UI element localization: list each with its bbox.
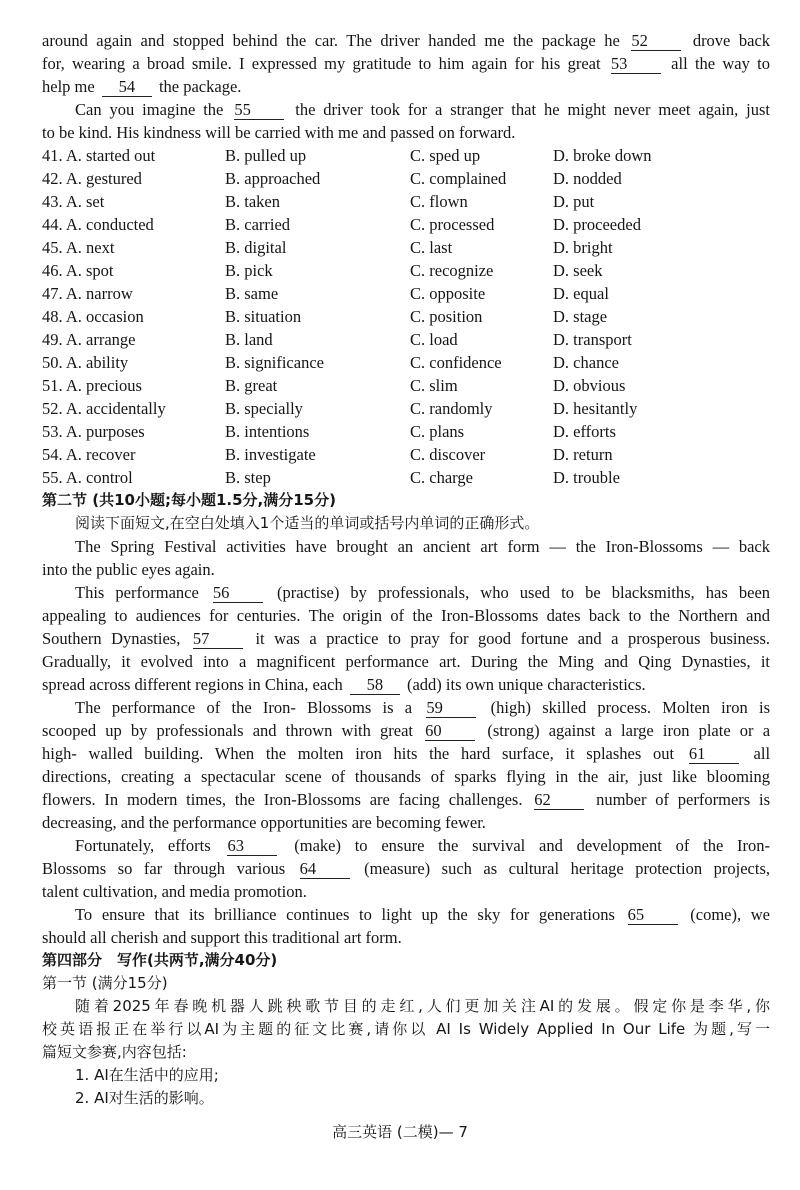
option-row — [42, 259, 770, 282]
text-line — [42, 788, 770, 811]
text-line — [42, 880, 770, 903]
option-choice: D. chance — [553, 353, 619, 372]
text-segment: around again and stopped behind the car. The driver handed me the package he — [42, 31, 620, 50]
answer-blank: 65 — [628, 906, 678, 925]
text-line — [42, 52, 770, 75]
answer-blank: 64 — [300, 860, 350, 879]
option-row — [42, 282, 770, 305]
text-segment: to be kind. His kindness will be carried with me and passed on forward. — [42, 123, 516, 142]
text-segment: appealing to audiences for centuries. The origin of the Iron-Blossoms dates back to the Northern and — [42, 606, 770, 625]
option-choice: 41. A. started out — [42, 146, 156, 165]
option-choice: C. recognize — [410, 261, 494, 280]
text-segment: 1. AI在生活中的应用; — [75, 1066, 219, 1084]
option-choice: B. land — [225, 330, 273, 349]
option-choice: B. carried — [225, 215, 291, 234]
text-line — [42, 857, 770, 880]
answer-blank: 55 — [234, 101, 284, 120]
text-segment: the driver took for a stranger that he might never meet again, just — [295, 100, 771, 119]
text-line — [42, 1087, 770, 1110]
answer-blank: 61 — [689, 745, 739, 764]
answer-blank: 52 — [631, 32, 681, 51]
option-choice: 47. A. narrow — [42, 284, 133, 303]
option-choice: C. discover — [410, 445, 486, 464]
option-choice: C. processed — [410, 215, 495, 234]
text-segment: 第二节 (共10小题;每小题1.5分,满分15分) — [42, 491, 336, 509]
text-line — [42, 98, 770, 121]
text-segment: 随着2025年春晚机器人跳秧歌节目的走红,人们更加关注AI的发展。假定你是李华,你 — [75, 997, 770, 1015]
option-choice: 43. A. set — [42, 192, 105, 211]
text-line — [42, 604, 770, 627]
text-line — [42, 673, 770, 696]
text-segment: high- walled building. When the molten iron hits the hard surface, it splashes out — [42, 744, 675, 763]
option-choice: B. intentions — [225, 422, 310, 441]
option-choice: C. opposite — [410, 284, 486, 303]
text-segment: it was a practice to pray for good fortune and a prosperous business. — [255, 629, 771, 648]
option-choice: C. confidence — [410, 353, 502, 372]
text-segment: scooped up by professionals and thrown with great — [42, 721, 414, 740]
option-choice: 45. A. next — [42, 238, 115, 257]
option-choice: C. randomly — [410, 399, 493, 418]
option-choice: B. situation — [225, 307, 302, 326]
text-segment: (practise) by professionals, who used to be blacksmiths, has been — [277, 583, 771, 602]
option-choice: D. proceeded — [553, 215, 641, 234]
text-segment: 第一节 (满分15分) — [42, 974, 168, 992]
option-choice: C. flown — [410, 192, 468, 211]
option-row — [42, 305, 770, 328]
text-segment: (strong) against a large iron plate or a — [487, 721, 771, 740]
option-choice: D. hesitantly — [553, 399, 638, 418]
text-segment: 校英语报正在举行以AI为主题的征文比赛,请你以 AI Is Widely Applied In Our Life 为题,写一 — [42, 1020, 770, 1038]
option-choice: B. significance — [225, 353, 324, 372]
option-choice: 52. A. accidentally — [42, 399, 166, 418]
text-segment: help me — [42, 77, 95, 96]
text-segment: Blossoms so far through various — [42, 859, 286, 878]
text-line — [42, 742, 770, 765]
text-segment: (make) to ensure the survival and development of the Iron- — [294, 836, 771, 855]
text-segment: (high) skilled process. Molten iron is — [490, 698, 771, 717]
text-line — [42, 903, 770, 926]
text-line — [42, 627, 770, 650]
text-segment: flowers. In modern times, the Iron-Blossoms are facing challenges. — [42, 790, 523, 809]
option-choice: D. efforts — [553, 422, 616, 441]
option-choice: D. put — [553, 192, 595, 211]
option-choice: B. same — [225, 284, 279, 303]
text-segment: (add) its own unique characteristics. — [406, 675, 646, 694]
option-choice: 49. A. arrange — [42, 330, 136, 349]
text-segment: 第四部分 写作(共两节,满分40分) — [42, 951, 278, 969]
text-line — [42, 121, 770, 144]
answer-blank: 56 — [213, 584, 263, 603]
exam-page — [42, 29, 770, 1110]
answer-blank: 58 — [350, 676, 400, 695]
answer-blank: 60 — [425, 722, 475, 741]
answer-blank: 57 — [193, 630, 243, 649]
option-choice: 55. A. control — [42, 468, 133, 487]
text-segment: decreasing, and the performance opportunities are becoming fewer. — [42, 813, 486, 832]
text-line — [42, 1041, 770, 1064]
option-choice: 50. A. ability — [42, 353, 129, 372]
text-segment: number of performers is — [596, 790, 770, 809]
option-choice: 53. A. purposes — [42, 422, 145, 441]
answer-blank: 59 — [426, 699, 476, 718]
text-line — [42, 512, 770, 535]
option-choice: D. return — [553, 445, 613, 464]
option-row — [42, 374, 770, 397]
option-choice: C. charge — [410, 468, 473, 487]
text-segment: directions, creating a spectacular scene of thousands of sparks flying in the air, just like blooming — [42, 767, 770, 786]
text-segment: spread across different regions in China, each — [42, 675, 343, 694]
page-footer: 高三英语 (二模)— 7 — [332, 1123, 468, 1141]
text-line — [42, 75, 770, 98]
text-segment: into the public eyes again. — [42, 560, 215, 579]
text-segment: all — [753, 744, 771, 763]
text-line — [42, 558, 770, 581]
answer-blank: 53 — [611, 55, 661, 74]
text-segment: 2. AI对生活的影响。 — [75, 1089, 214, 1107]
text-segment: the package. — [158, 77, 242, 96]
text-line — [42, 811, 770, 834]
text-line — [42, 696, 770, 719]
option-choice: B. specially — [225, 399, 303, 418]
text-segment: talent cultivation, and media promotion. — [42, 882, 307, 901]
option-choice: B. taken — [225, 192, 280, 211]
text-segment: This performance — [75, 583, 199, 602]
option-choice: D. stage — [553, 307, 608, 326]
option-choice: C. sped up — [410, 146, 481, 165]
option-row — [42, 213, 770, 236]
option-row — [42, 420, 770, 443]
cloze-options — [42, 144, 770, 489]
option-row — [42, 351, 770, 374]
text-line — [42, 1064, 770, 1087]
grammar-fill-and-writing-section — [42, 489, 770, 1110]
option-choice: C. slim — [410, 376, 458, 395]
text-line — [42, 719, 770, 742]
option-choice: D. trouble — [553, 468, 620, 487]
answer-blank: 63 — [227, 837, 277, 856]
option-choice: 51. A. precious — [42, 376, 142, 395]
answer-blank: 62 — [534, 791, 584, 810]
text-segment: The performance of the Iron- Blossoms is a — [75, 698, 413, 717]
option-choice: B. investigate — [225, 445, 316, 464]
option-choice: C. last — [410, 238, 453, 257]
text-line — [42, 765, 770, 788]
text-segment: should all cherish and support this traditional art form. — [42, 928, 402, 947]
text-segment: drove back — [692, 31, 771, 50]
option-choice: B. approached — [225, 169, 321, 188]
text-segment: all the way to — [671, 54, 770, 73]
text-segment: Southern Dynasties, — [42, 629, 181, 648]
text-line — [42, 995, 770, 1018]
text-line — [42, 581, 770, 604]
text-segment: Can you imagine the — [75, 100, 224, 119]
text-segment: (measure) such as cultural heritage protection projects, — [364, 859, 770, 878]
option-choice: B. digital — [225, 238, 287, 257]
text-line — [42, 650, 770, 673]
option-choice: 46. A. spot — [42, 261, 114, 280]
cloze-passage-end — [42, 29, 770, 144]
option-choice: D. broke down — [553, 146, 652, 165]
option-choice: C. load — [410, 330, 458, 349]
option-choice: B. great — [225, 376, 278, 395]
option-choice: B. step — [225, 468, 271, 487]
option-choice: D. bright — [553, 238, 613, 257]
text-line — [42, 972, 770, 995]
option-row — [42, 466, 770, 489]
text-segment: 篇短文参赛,内容包括: — [42, 1043, 187, 1061]
option-choice: C. complained — [410, 169, 507, 188]
option-choice: D. transport — [553, 330, 632, 349]
option-choice: D. equal — [553, 284, 609, 303]
option-row — [42, 443, 770, 466]
option-choice: D. obvious — [553, 376, 626, 395]
text-segment: The Spring Festival activities have brought an ancient art form — the Iron-Blossoms — back — [75, 537, 770, 556]
text-line — [42, 834, 770, 857]
option-choice: D. seek — [553, 261, 603, 280]
option-row — [42, 167, 770, 190]
text-line — [42, 949, 770, 972]
option-choice: C. plans — [410, 422, 465, 441]
text-segment: To ensure that its brilliance continues to light up the sky for generations — [75, 905, 615, 924]
option-choice: 54. A. recover — [42, 445, 136, 464]
option-row — [42, 190, 770, 213]
option-row — [42, 397, 770, 420]
text-segment: (come), we — [690, 905, 770, 924]
option-row — [42, 328, 770, 351]
text-line — [42, 29, 770, 52]
text-segment: Fortunately, efforts — [75, 836, 211, 855]
option-row — [42, 144, 770, 167]
option-choice: B. pick — [225, 261, 273, 280]
option-choice: 42. A. gestured — [42, 169, 142, 188]
option-choice: 48. A. occasion — [42, 307, 144, 326]
option-row — [42, 236, 770, 259]
text-line — [42, 926, 770, 949]
option-choice: C. position — [410, 307, 483, 326]
option-choice: D. nodded — [553, 169, 622, 188]
option-choice: 44. A. conducted — [42, 215, 154, 234]
text-segment: 阅读下面短文,在空白处填入1个适当的单词或括号内单词的正确形式。 — [75, 514, 540, 532]
answer-blank: 54 — [102, 78, 152, 97]
text-line — [42, 489, 770, 512]
text-line — [42, 1018, 770, 1041]
text-segment: for, wearing a broad smile. I expressed my gratitude to him again for his great — [42, 54, 601, 73]
option-choice: B. pulled up — [225, 146, 307, 165]
text-segment: Gradually, it evolved into a magnificent performance art. During the Ming and Qing Dynasties, it — [42, 652, 770, 671]
text-line — [42, 535, 770, 558]
